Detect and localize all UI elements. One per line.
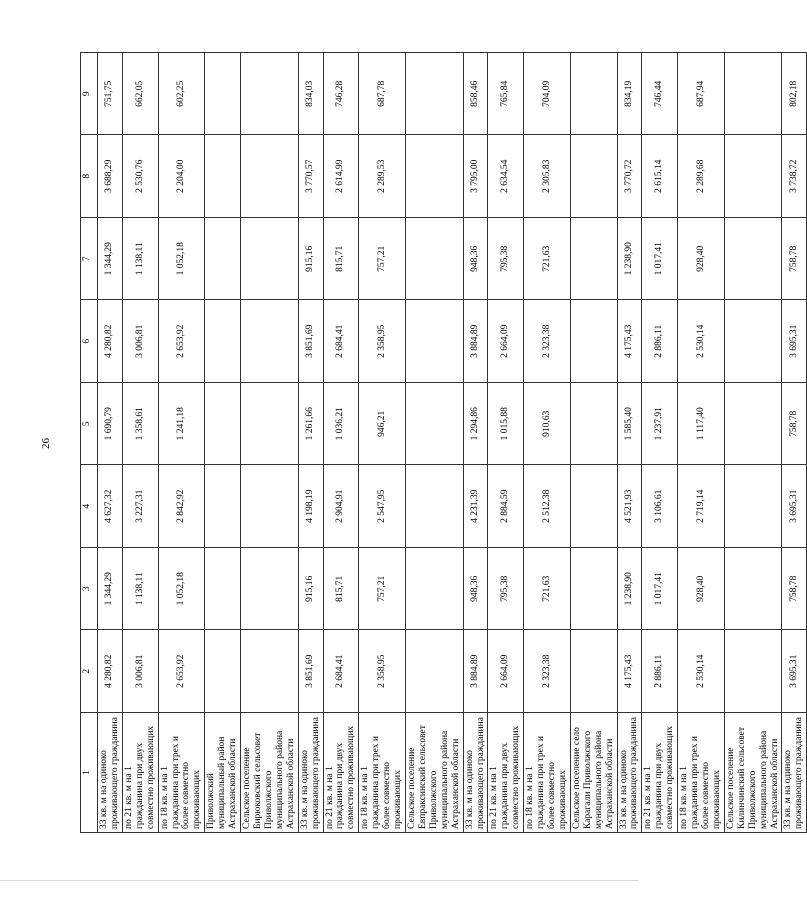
table-cell-col-8: 2 614,99 xyxy=(323,135,359,218)
table-cell-col-6 xyxy=(405,300,463,383)
table-row xyxy=(678,53,725,833)
table-cell-col-4: 2 842,92 xyxy=(158,465,205,548)
table-body xyxy=(98,53,807,833)
table-row xyxy=(205,53,241,833)
rotated-table-container xyxy=(80,53,805,833)
row-label: 33 кв. м на одиноко проживающего гражданина xyxy=(782,713,807,833)
table-cell-col-4: 4 198,19 xyxy=(298,465,323,548)
row-label: 33 кв. м на одиноко проживающего гражданина xyxy=(98,713,123,833)
row-label: по 18 кв. м на 1 гражданина при трех и более совместно проживающих xyxy=(524,713,571,833)
table-row xyxy=(298,53,323,833)
table-cell-col-3: 1 344,29 xyxy=(98,548,123,631)
table-cell-col-9 xyxy=(405,53,463,136)
table-cell-col-6: 2 653,92 xyxy=(158,300,205,383)
row-label: 33 кв. м на одиноко проживающего гражданина xyxy=(463,713,488,833)
row-label: по 21 кв. м на 1 гражданина при двух совместно проживающих xyxy=(642,713,678,833)
table-cell-col-3: 1 017,41 xyxy=(642,548,678,631)
table-cell-col-2: 2 323,38 xyxy=(524,630,571,713)
header-row xyxy=(81,53,98,833)
table-cell-col-7: 721,63 xyxy=(524,218,571,301)
table-cell-col-5 xyxy=(205,383,241,466)
table-cell-col-4 xyxy=(724,465,782,548)
table-cell-col-7: 1 238,90 xyxy=(617,218,642,301)
table-cell-col-6: 2 684,41 xyxy=(323,300,359,383)
table-row xyxy=(524,53,571,833)
table-cell-col-9 xyxy=(570,53,617,136)
table-cell-col-2 xyxy=(241,630,299,713)
table-cell-col-9: 834,03 xyxy=(298,53,323,136)
row-label: 33 кв. м на одиноко проживающего гражданина xyxy=(298,713,323,833)
table-cell-col-5 xyxy=(405,383,463,466)
table-row xyxy=(782,53,807,833)
table-row xyxy=(98,53,123,833)
column-header-5: 5 xyxy=(81,383,98,466)
table-cell-col-2: 3 695,31 xyxy=(782,630,807,713)
row-label: Сельское поселение село Карагали Приволжского муниципального района Астраханской области xyxy=(570,713,617,833)
row-label: по 18 кв. м на 1 гражданина при трех и более совместно проживающих xyxy=(158,713,205,833)
table-cell-col-5: 1 237,91 xyxy=(642,383,678,466)
table-cell-col-7: 915,16 xyxy=(298,218,323,301)
table-cell-col-8: 2 634,54 xyxy=(488,135,524,218)
table-cell-col-8: 2 305,83 xyxy=(524,135,571,218)
table-cell-col-6 xyxy=(205,300,241,383)
table-cell-col-6: 3 006,81 xyxy=(122,300,158,383)
table-cell-col-5: 1 241,18 xyxy=(158,383,205,466)
table-cell-col-2: 4 175,43 xyxy=(617,630,642,713)
table-cell-col-7 xyxy=(724,218,782,301)
table-row xyxy=(570,53,617,833)
table-cell-col-7: 928,40 xyxy=(678,218,725,301)
table-cell-col-6: 2 358,95 xyxy=(359,300,406,383)
table-cell-col-5 xyxy=(570,383,617,466)
table-cell-col-4: 4 521,93 xyxy=(617,465,642,548)
table-cell-col-9: 746,28 xyxy=(323,53,359,136)
table-cell-col-8: 3 688,29 xyxy=(98,135,123,218)
column-header-1: 1 xyxy=(81,713,98,833)
table-cell-col-3: 815,71 xyxy=(323,548,359,631)
table-cell-col-2: 2 653,92 xyxy=(158,630,205,713)
table-cell-col-4: 2 884,59 xyxy=(488,465,524,548)
table-cell-col-3 xyxy=(724,548,782,631)
table-row xyxy=(405,53,463,833)
table-cell-col-9 xyxy=(724,53,782,136)
table-cell-col-2: 3 851,69 xyxy=(298,630,323,713)
table-cell-col-9: 858,46 xyxy=(463,53,488,136)
table-cell-col-6: 2 664,09 xyxy=(488,300,524,383)
page-number: 26 xyxy=(40,438,52,449)
table-cell-col-9: 834,19 xyxy=(617,53,642,136)
row-label: Приволжский муниципальный район Астраханской области xyxy=(205,713,241,833)
table-cell-col-8 xyxy=(724,135,782,218)
column-header-2: 2 xyxy=(81,630,98,713)
table-cell-col-7: 795,38 xyxy=(488,218,524,301)
table-cell-col-7: 757,21 xyxy=(359,218,406,301)
table-cell-col-9: 704,09 xyxy=(524,53,571,136)
row-label: Сельское поселение Килинчинский сельсовет Приволжского муниципального района Астраханской области xyxy=(724,713,782,833)
table-cell-col-3 xyxy=(205,548,241,631)
table-cell-col-5: 758,78 xyxy=(782,383,807,466)
table-cell-col-9: 687,78 xyxy=(359,53,406,136)
table-cell-col-3: 928,40 xyxy=(678,548,725,631)
table-cell-col-6: 3 851,69 xyxy=(298,300,323,383)
table-cell-col-2: 2 886,11 xyxy=(642,630,678,713)
table-cell-col-8: 3 738,72 xyxy=(782,135,807,218)
table-cell-col-5: 1 036,21 xyxy=(323,383,359,466)
table-cell-col-8: 2 289,68 xyxy=(678,135,725,218)
table-row xyxy=(323,53,359,833)
row-label: Сельское поселение Бирюковский сельсовет Приволжского муниципального района Астраханской области xyxy=(241,713,299,833)
table-cell-col-2: 4 280,82 xyxy=(98,630,123,713)
table-cell-col-4: 3 106,61 xyxy=(642,465,678,548)
table-cell-col-2: 3 884,89 xyxy=(463,630,488,713)
table-cell-col-3: 721,63 xyxy=(524,548,571,631)
row-label: по 21 кв. м на 1 гражданина при двух совместно проживающих xyxy=(323,713,359,833)
table-cell-col-3 xyxy=(241,548,299,631)
table-cell-col-6 xyxy=(724,300,782,383)
table-cell-col-5: 1 690,79 xyxy=(98,383,123,466)
table-cell-col-6: 2 530,14 xyxy=(678,300,725,383)
table-cell-col-4: 2 719,14 xyxy=(678,465,725,548)
table-cell-col-3: 795,38 xyxy=(488,548,524,631)
table-cell-col-9 xyxy=(205,53,241,136)
column-header-7: 7 xyxy=(81,218,98,301)
table-cell-col-7: 1 344,29 xyxy=(98,218,123,301)
table-cell-col-2 xyxy=(570,630,617,713)
table-cell-col-7: 758,78 xyxy=(782,218,807,301)
table-cell-col-5: 1 117,40 xyxy=(678,383,725,466)
table-cell-col-8: 2 615,14 xyxy=(642,135,678,218)
table-cell-col-8 xyxy=(405,135,463,218)
table-cell-col-8: 2 289,53 xyxy=(359,135,406,218)
table-cell-col-7 xyxy=(405,218,463,301)
table-cell-col-2: 2 358,95 xyxy=(359,630,406,713)
row-label: по 18 кв. м на 1 гражданина при трех и более совместно проживающих xyxy=(359,713,406,833)
table-cell-col-6: 4 175,43 xyxy=(617,300,642,383)
scan-edge-line xyxy=(0,880,639,881)
column-header-9: 9 xyxy=(81,53,98,136)
row-label: по 21 кв. м на 1 гражданина при двух совместно проживающих xyxy=(488,713,524,833)
table-cell-col-5: 910,63 xyxy=(524,383,571,466)
table-cell-col-4 xyxy=(241,465,299,548)
table-cell-col-8 xyxy=(241,135,299,218)
table-cell-col-2: 2 684,41 xyxy=(323,630,359,713)
table-cell-col-6: 3 695,31 xyxy=(782,300,807,383)
table-cell-col-6 xyxy=(570,300,617,383)
table-cell-col-8 xyxy=(205,135,241,218)
table-cell-col-4: 2 512,38 xyxy=(524,465,571,548)
table-cell-col-3: 1 238,90 xyxy=(617,548,642,631)
table-cell-col-6: 2 323,38 xyxy=(524,300,571,383)
table-cell-col-5: 1 585,40 xyxy=(617,383,642,466)
column-header-4: 4 xyxy=(81,465,98,548)
table-cell-col-3: 757,21 xyxy=(359,548,406,631)
table-cell-col-6: 2 886,11 xyxy=(642,300,678,383)
table-cell-col-4: 3 227,31 xyxy=(122,465,158,548)
table-cell-col-3 xyxy=(570,548,617,631)
table-cell-col-2: 2 664,09 xyxy=(488,630,524,713)
table-cell-col-3: 758,78 xyxy=(782,548,807,631)
table-cell-col-5: 1 294,86 xyxy=(463,383,488,466)
table-cell-col-8: 3 795,00 xyxy=(463,135,488,218)
table-cell-col-8: 2 204,00 xyxy=(158,135,205,218)
table-cell-col-9: 602,25 xyxy=(158,53,205,136)
table-row xyxy=(158,53,205,833)
table-cell-col-5: 1 358,61 xyxy=(122,383,158,466)
table-row xyxy=(241,53,299,833)
table-cell-col-7: 1 052,18 xyxy=(158,218,205,301)
row-label: 33 кв. м на одиноко проживающего гражданина xyxy=(617,713,642,833)
table-cell-col-8: 3 770,57 xyxy=(298,135,323,218)
table-cell-col-7 xyxy=(241,218,299,301)
table-row xyxy=(617,53,642,833)
table-cell-col-7 xyxy=(205,218,241,301)
table-cell-col-7 xyxy=(570,218,617,301)
table-cell-col-5 xyxy=(241,383,299,466)
table-cell-col-8 xyxy=(570,135,617,218)
table-cell-col-9 xyxy=(241,53,299,136)
table-cell-col-9: 662,05 xyxy=(122,53,158,136)
table-cell-col-4: 4 231,39 xyxy=(463,465,488,548)
table-row xyxy=(359,53,406,833)
table-cell-col-5: 946,21 xyxy=(359,383,406,466)
table-row xyxy=(642,53,678,833)
table-cell-col-8: 2 530,76 xyxy=(122,135,158,218)
table-cell-col-4: 3 695,31 xyxy=(782,465,807,548)
table-cell-col-2 xyxy=(405,630,463,713)
table-cell-col-9: 687,94 xyxy=(678,53,725,136)
row-label: по 18 кв. м на 1 гражданина при трех и более совместно проживающих xyxy=(678,713,725,833)
column-header-3: 3 xyxy=(81,548,98,631)
table-cell-col-8: 3 770,72 xyxy=(617,135,642,218)
tariff-table xyxy=(80,52,807,833)
table-row xyxy=(724,53,782,833)
table-cell-col-3: 1 138,11 xyxy=(122,548,158,631)
table-cell-col-7: 1 017,41 xyxy=(642,218,678,301)
table-cell-col-3: 1 052,18 xyxy=(158,548,205,631)
table-cell-col-5: 1 015,88 xyxy=(488,383,524,466)
table-cell-col-2: 3 006,81 xyxy=(122,630,158,713)
row-label: по 21 кв. м на 1 гражданина при двух совместно проживающих xyxy=(122,713,158,833)
table-cell-col-2: 2 530,14 xyxy=(678,630,725,713)
table-cell-col-4: 2 904,91 xyxy=(323,465,359,548)
table-cell-col-6 xyxy=(241,300,299,383)
table-cell-col-4: 2 547,95 xyxy=(359,465,406,548)
table-cell-col-7: 948,36 xyxy=(463,218,488,301)
column-header-6: 6 xyxy=(81,300,98,383)
table-cell-col-9: 751,75 xyxy=(98,53,123,136)
table-row xyxy=(122,53,158,833)
table-cell-col-9: 746,44 xyxy=(642,53,678,136)
table-cell-col-5 xyxy=(724,383,782,466)
table-cell-col-3: 948,36 xyxy=(463,548,488,631)
table-cell-col-3 xyxy=(405,548,463,631)
table-cell-col-5: 1 261,66 xyxy=(298,383,323,466)
table-row xyxy=(463,53,488,833)
table-cell-col-4 xyxy=(570,465,617,548)
table-row xyxy=(488,53,524,833)
table-cell-col-9: 765,84 xyxy=(488,53,524,136)
table-cell-col-4: 4 627,32 xyxy=(98,465,123,548)
row-label: Сельское поселение Евпраксинский сельсовет Приволжского муниципального района Астраханской области xyxy=(405,713,463,833)
table-cell-col-4 xyxy=(405,465,463,548)
table-cell-col-6: 4 280,82 xyxy=(98,300,123,383)
table-cell-col-4 xyxy=(205,465,241,548)
table-cell-col-6: 3 884,89 xyxy=(463,300,488,383)
table-cell-col-2 xyxy=(205,630,241,713)
table-cell-col-7: 1 138,11 xyxy=(122,218,158,301)
table-cell-col-3: 915,16 xyxy=(298,548,323,631)
table-cell-col-2 xyxy=(724,630,782,713)
column-header-8: 8 xyxy=(81,135,98,218)
table-cell-col-7: 815,71 xyxy=(323,218,359,301)
table-cell-col-9: 802,18 xyxy=(782,53,807,136)
